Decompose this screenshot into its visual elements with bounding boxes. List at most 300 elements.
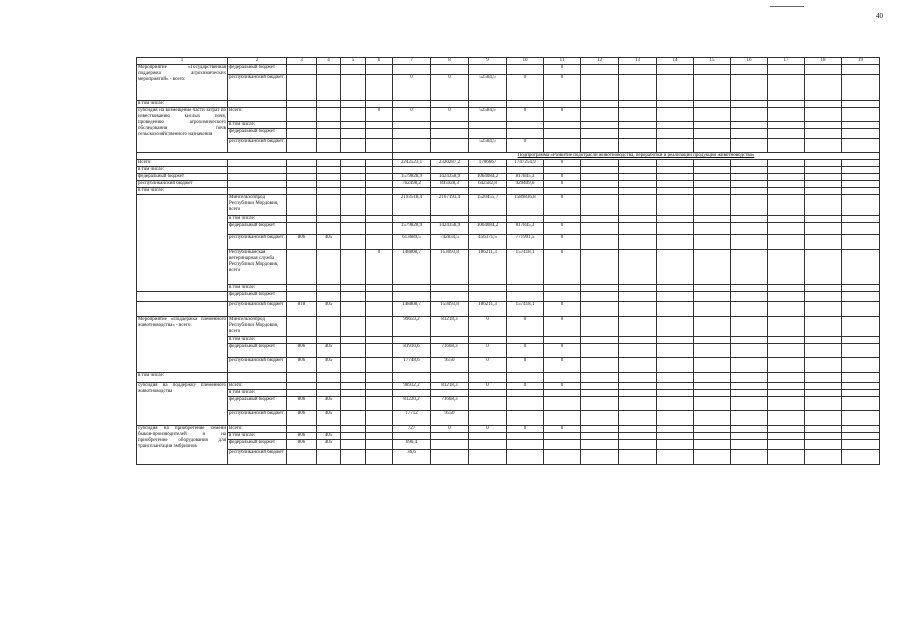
value-cell bbox=[581, 292, 619, 302]
value-cell: 17712 bbox=[393, 411, 431, 426]
value-cell: 806 bbox=[287, 358, 317, 373]
value-cell bbox=[317, 167, 341, 174]
value-cell bbox=[731, 181, 768, 188]
value-cell bbox=[694, 397, 731, 411]
value-cell bbox=[657, 426, 694, 433]
value-cell bbox=[341, 250, 366, 285]
value-cell: 0 bbox=[544, 108, 581, 122]
column-header: 3 bbox=[287, 58, 317, 65]
value-cell bbox=[842, 223, 880, 235]
value-cell: 98932,2 bbox=[393, 383, 431, 390]
value-cell bbox=[581, 108, 619, 122]
value-cell: 405 bbox=[317, 358, 341, 373]
value-cell bbox=[393, 337, 431, 344]
value-cell bbox=[341, 216, 366, 223]
value-cell bbox=[341, 358, 366, 373]
value-cell: 0 bbox=[366, 108, 393, 122]
value-cell bbox=[842, 250, 880, 285]
value-cell bbox=[287, 160, 317, 167]
value-cell bbox=[768, 167, 805, 174]
value-cell bbox=[694, 216, 731, 223]
measure-name-cell: Всего: bbox=[137, 160, 228, 167]
measure-name-cell: Мероприятие «Поддержка племенного животноводства» - всего: bbox=[137, 317, 228, 373]
value-cell bbox=[366, 411, 393, 426]
value-cell bbox=[581, 216, 619, 223]
value-cell bbox=[694, 337, 731, 344]
value-cell bbox=[507, 440, 544, 450]
budget-source-cell bbox=[228, 167, 287, 174]
value-cell: 817845,3 bbox=[507, 223, 544, 235]
value-cell bbox=[366, 235, 393, 250]
budget-source-cell: Республиканская ветеринарная служба Республики Мордовия, всего bbox=[228, 250, 287, 285]
value-cell bbox=[768, 216, 805, 223]
value-cell bbox=[581, 195, 619, 216]
value-cell bbox=[768, 317, 805, 337]
value-cell: 806 bbox=[287, 411, 317, 426]
value-cell bbox=[507, 101, 544, 108]
value-cell bbox=[768, 101, 805, 108]
value-cell: 0 bbox=[469, 317, 507, 337]
value-cell bbox=[694, 285, 731, 292]
value-cell bbox=[805, 235, 842, 250]
value-cell bbox=[842, 397, 880, 411]
value-cell: 405 bbox=[317, 302, 341, 317]
table-row bbox=[137, 344, 880, 358]
value-cell: 71668,3 bbox=[431, 397, 469, 411]
budget-source-cell: республиканский бюджет bbox=[228, 302, 287, 317]
value-cell bbox=[544, 139, 581, 153]
value-cell bbox=[544, 101, 581, 108]
value-cell bbox=[805, 390, 842, 397]
value-cell: 0 bbox=[544, 195, 581, 216]
column-header: 13 bbox=[619, 58, 657, 65]
table-row bbox=[137, 167, 880, 174]
budget-source-cell: в том числе: bbox=[228, 390, 287, 397]
value-cell bbox=[544, 285, 581, 292]
value-cell bbox=[768, 440, 805, 450]
value-cell bbox=[805, 344, 842, 358]
value-cell bbox=[842, 426, 880, 433]
value-cell bbox=[581, 174, 619, 181]
subprogram-title: Подпрограмма «Развитие подотрасли животноводства, переработки и реализации продукции животноводства» bbox=[393, 153, 880, 160]
value-cell: 405 bbox=[317, 344, 341, 358]
value-cell bbox=[805, 292, 842, 302]
value-cell bbox=[366, 75, 393, 101]
table-row bbox=[137, 181, 880, 188]
value-cell bbox=[287, 122, 317, 129]
value-cell bbox=[842, 317, 880, 337]
value-cell bbox=[341, 188, 366, 195]
column-header: 17 bbox=[768, 58, 805, 65]
value-cell bbox=[507, 397, 544, 411]
value-cell bbox=[341, 411, 366, 426]
value-cell bbox=[731, 292, 768, 302]
value-cell bbox=[544, 373, 581, 383]
value-cell bbox=[341, 235, 366, 250]
value-cell bbox=[341, 75, 366, 101]
value-cell bbox=[287, 65, 317, 75]
value-cell: 1424358,9 bbox=[431, 174, 469, 181]
value-cell bbox=[619, 302, 657, 317]
value-cell bbox=[366, 160, 393, 167]
column-header: 1 bbox=[137, 58, 228, 65]
value-cell bbox=[657, 373, 694, 383]
value-cell bbox=[431, 292, 469, 302]
value-cell bbox=[657, 129, 694, 139]
value-cell: 806 bbox=[287, 397, 317, 411]
value-cell bbox=[366, 188, 393, 195]
value-cell bbox=[366, 129, 393, 139]
table-row bbox=[137, 108, 880, 122]
value-cell bbox=[317, 101, 341, 108]
value-cell bbox=[469, 397, 507, 411]
value-cell bbox=[581, 188, 619, 195]
budget-source-cell: в том числе: bbox=[228, 433, 287, 440]
value-cell bbox=[768, 344, 805, 358]
value-cell: 0 bbox=[544, 65, 581, 75]
value-cell bbox=[805, 195, 842, 216]
value-cell: 456371,5 bbox=[469, 235, 507, 250]
value-cell bbox=[287, 317, 317, 337]
value-cell bbox=[341, 397, 366, 411]
value-cell bbox=[341, 450, 366, 465]
value-cell bbox=[768, 188, 805, 195]
value-cell bbox=[768, 397, 805, 411]
value-cell bbox=[731, 75, 768, 101]
value-cell bbox=[619, 285, 657, 292]
value-cell bbox=[366, 450, 393, 465]
value-cell bbox=[287, 223, 317, 235]
budget-source-cell bbox=[228, 181, 287, 188]
value-cell bbox=[842, 188, 880, 195]
value-cell bbox=[805, 450, 842, 465]
value-cell bbox=[507, 65, 544, 75]
value-cell bbox=[731, 344, 768, 358]
value-cell bbox=[431, 122, 469, 129]
value-cell bbox=[341, 390, 366, 397]
value-cell bbox=[544, 440, 581, 450]
table-row bbox=[137, 235, 880, 250]
value-cell bbox=[694, 450, 731, 465]
value-cell bbox=[544, 188, 581, 195]
value-cell bbox=[507, 216, 544, 223]
value-cell bbox=[507, 337, 544, 344]
value-cell bbox=[657, 358, 694, 373]
value-cell: 895928,3 bbox=[431, 181, 469, 188]
value-cell bbox=[507, 285, 544, 292]
value-cell bbox=[581, 235, 619, 250]
value-cell bbox=[317, 383, 341, 390]
value-cell bbox=[619, 174, 657, 181]
measure-name-cell bbox=[137, 302, 228, 317]
value-cell: 0 bbox=[469, 358, 507, 373]
value-cell: 9550 bbox=[431, 411, 469, 426]
value-cell bbox=[544, 167, 581, 174]
value-cell: 690,4 bbox=[393, 440, 431, 450]
value-cell bbox=[581, 101, 619, 108]
value-cell bbox=[507, 292, 544, 302]
value-cell bbox=[507, 373, 544, 383]
value-cell bbox=[657, 383, 694, 390]
value-cell: 0 bbox=[544, 174, 581, 181]
measure-name-cell bbox=[137, 292, 228, 302]
value-cell: 0 bbox=[544, 358, 581, 373]
value-cell: 405 bbox=[317, 411, 341, 426]
measure-name-cell: субсидия на поддержку племенного животноводства bbox=[137, 383, 228, 426]
value-cell bbox=[317, 139, 341, 153]
value-cell bbox=[805, 411, 842, 426]
measure-name-cell: федеральный бюджет bbox=[137, 174, 228, 181]
value-cell bbox=[469, 450, 507, 465]
value-cell bbox=[317, 450, 341, 465]
value-cell bbox=[581, 397, 619, 411]
value-cell bbox=[768, 75, 805, 101]
column-header: 6 bbox=[366, 58, 393, 65]
value-cell bbox=[694, 195, 731, 216]
value-cell bbox=[842, 411, 880, 426]
value-cell bbox=[544, 337, 581, 344]
value-cell bbox=[366, 390, 393, 397]
value-cell: 186211,3 bbox=[469, 250, 507, 285]
value-cell bbox=[393, 433, 431, 440]
value-cell: 0 bbox=[393, 75, 431, 101]
value-cell bbox=[287, 108, 317, 122]
value-cell: 405 bbox=[317, 433, 341, 440]
value-cell bbox=[581, 285, 619, 292]
value-cell: 2320287,2 bbox=[431, 160, 469, 167]
table-row bbox=[137, 440, 880, 450]
value-cell bbox=[842, 160, 880, 167]
value-cell bbox=[842, 433, 880, 440]
value-cell: 36,6 bbox=[393, 450, 431, 465]
budget-source-cell: федеральный бюджет bbox=[228, 397, 287, 411]
value-cell bbox=[393, 65, 431, 75]
value-cell bbox=[341, 344, 366, 358]
value-cell bbox=[731, 216, 768, 223]
budget-source-cell bbox=[228, 101, 287, 108]
value-cell bbox=[619, 129, 657, 139]
value-cell bbox=[469, 122, 507, 129]
value-cell bbox=[805, 108, 842, 122]
value-cell: 153093,8 bbox=[431, 250, 469, 285]
value-cell bbox=[768, 411, 805, 426]
value-cell bbox=[366, 139, 393, 153]
value-cell bbox=[507, 188, 544, 195]
column-header: 8 bbox=[431, 58, 469, 65]
value-cell bbox=[805, 383, 842, 390]
column-header: 18 bbox=[805, 58, 842, 65]
value-cell bbox=[805, 397, 842, 411]
value-cell: 613689,5 bbox=[393, 235, 431, 250]
table-row bbox=[137, 122, 880, 129]
top-margin-line bbox=[770, 6, 804, 7]
value-cell bbox=[842, 181, 880, 188]
value-cell bbox=[694, 235, 731, 250]
value-cell bbox=[341, 174, 366, 181]
value-cell bbox=[469, 433, 507, 440]
table-row bbox=[137, 129, 880, 139]
value-cell bbox=[657, 440, 694, 450]
value-cell bbox=[768, 390, 805, 397]
table-row bbox=[137, 223, 880, 235]
value-cell bbox=[694, 292, 731, 302]
value-cell bbox=[341, 302, 366, 317]
value-cell: 0 bbox=[507, 75, 544, 101]
budget-source-cell: федеральный бюджет bbox=[228, 344, 287, 358]
value-cell bbox=[842, 65, 880, 75]
value-cell bbox=[619, 75, 657, 101]
budget-source-cell bbox=[228, 174, 287, 181]
value-cell bbox=[842, 139, 880, 153]
value-cell bbox=[317, 75, 341, 101]
page-number: 40 bbox=[876, 12, 883, 20]
budget-table bbox=[136, 57, 880, 465]
value-cell bbox=[507, 450, 544, 465]
value-cell bbox=[287, 139, 317, 153]
value-cell bbox=[341, 139, 366, 153]
value-cell bbox=[657, 390, 694, 397]
value-cell bbox=[366, 433, 393, 440]
value-cell: 0 bbox=[431, 426, 469, 433]
value-cell bbox=[805, 373, 842, 383]
value-cell bbox=[317, 108, 341, 122]
measure-name-cell: в том числе: bbox=[137, 167, 228, 174]
value-cell bbox=[768, 129, 805, 139]
value-cell bbox=[469, 129, 507, 139]
value-cell bbox=[694, 433, 731, 440]
value-cell: 1064084,2 bbox=[469, 174, 507, 181]
value-cell: 2242523,1 bbox=[393, 160, 431, 167]
value-cell bbox=[469, 390, 507, 397]
value-cell: 81220,2 bbox=[393, 397, 431, 411]
value-cell bbox=[768, 373, 805, 383]
value-cell bbox=[341, 337, 366, 344]
value-cell bbox=[731, 223, 768, 235]
value-cell bbox=[341, 373, 366, 383]
value-cell bbox=[366, 397, 393, 411]
value-cell bbox=[768, 302, 805, 317]
value-cell bbox=[393, 390, 431, 397]
value-cell: 0 bbox=[507, 383, 544, 390]
value-cell bbox=[731, 108, 768, 122]
value-cell bbox=[341, 167, 366, 174]
value-cell bbox=[805, 122, 842, 129]
value-cell bbox=[842, 390, 880, 397]
value-cell bbox=[842, 174, 880, 181]
value-cell bbox=[393, 216, 431, 223]
value-cell bbox=[431, 139, 469, 153]
value-cell bbox=[657, 433, 694, 440]
value-cell bbox=[581, 122, 619, 129]
value-cell bbox=[619, 344, 657, 358]
value-cell bbox=[619, 373, 657, 383]
value-cell bbox=[366, 122, 393, 129]
value-cell bbox=[317, 216, 341, 223]
value-cell bbox=[842, 358, 880, 373]
value-cell bbox=[507, 433, 544, 440]
value-cell bbox=[805, 188, 842, 195]
value-cell bbox=[731, 139, 768, 153]
column-header: 10 bbox=[507, 58, 544, 65]
value-cell: 0 bbox=[544, 383, 581, 390]
value-cell bbox=[469, 188, 507, 195]
value-cell bbox=[694, 344, 731, 358]
value-cell bbox=[842, 337, 880, 344]
value-cell bbox=[366, 373, 393, 383]
value-cell bbox=[431, 373, 469, 383]
value-cell: 2193518,4 bbox=[393, 195, 431, 216]
column-header: 4 bbox=[317, 58, 341, 65]
value-cell: 157418,1 bbox=[507, 250, 544, 285]
value-cell bbox=[287, 174, 317, 181]
value-cell: 771991,5 bbox=[507, 235, 544, 250]
table-row bbox=[137, 250, 880, 285]
budget-source-cell: республиканский бюджет bbox=[228, 139, 287, 153]
value-cell bbox=[366, 440, 393, 450]
value-cell bbox=[581, 65, 619, 75]
value-cell bbox=[581, 317, 619, 337]
value-cell bbox=[805, 101, 842, 108]
measure-name-cell: в том числе: bbox=[137, 373, 228, 383]
value-cell bbox=[287, 75, 317, 101]
value-cell bbox=[317, 337, 341, 344]
value-cell bbox=[657, 181, 694, 188]
value-cell bbox=[657, 235, 694, 250]
value-cell: 71668,3 bbox=[431, 344, 469, 358]
value-cell bbox=[469, 337, 507, 344]
value-cell bbox=[366, 65, 393, 75]
table-row bbox=[137, 397, 880, 411]
table-row bbox=[137, 433, 880, 440]
value-cell: 0 bbox=[431, 108, 469, 122]
value-cell bbox=[619, 167, 657, 174]
value-cell bbox=[431, 188, 469, 195]
value-cell bbox=[317, 250, 341, 285]
value-cell: 762498,2 bbox=[393, 181, 431, 188]
value-cell bbox=[731, 383, 768, 390]
value-cell: 405 bbox=[317, 397, 341, 411]
value-cell bbox=[657, 344, 694, 358]
value-cell bbox=[768, 181, 805, 188]
column-header: 16 bbox=[731, 58, 768, 65]
value-cell bbox=[431, 65, 469, 75]
value-cell: 148808,7 bbox=[393, 302, 431, 317]
column-header: 9 bbox=[469, 58, 507, 65]
value-cell bbox=[366, 223, 393, 235]
value-cell bbox=[287, 292, 317, 302]
budget-source-cell: Всего: bbox=[228, 108, 287, 122]
column-header: 14 bbox=[657, 58, 694, 65]
value-cell bbox=[366, 358, 393, 373]
value-cell: 806 bbox=[287, 440, 317, 450]
value-cell bbox=[287, 188, 317, 195]
value-cell: 929409,6 bbox=[507, 181, 544, 188]
value-cell bbox=[544, 433, 581, 440]
value-cell bbox=[619, 181, 657, 188]
value-cell bbox=[341, 426, 366, 433]
value-cell bbox=[657, 167, 694, 174]
value-cell bbox=[469, 65, 507, 75]
value-cell: 0 bbox=[544, 426, 581, 433]
value-cell bbox=[805, 160, 842, 167]
value-cell bbox=[366, 337, 393, 344]
value-cell bbox=[619, 337, 657, 344]
table-row bbox=[137, 317, 880, 337]
value-cell: 806 bbox=[287, 235, 317, 250]
value-cell bbox=[619, 223, 657, 235]
value-cell bbox=[341, 122, 366, 129]
value-cell bbox=[731, 250, 768, 285]
